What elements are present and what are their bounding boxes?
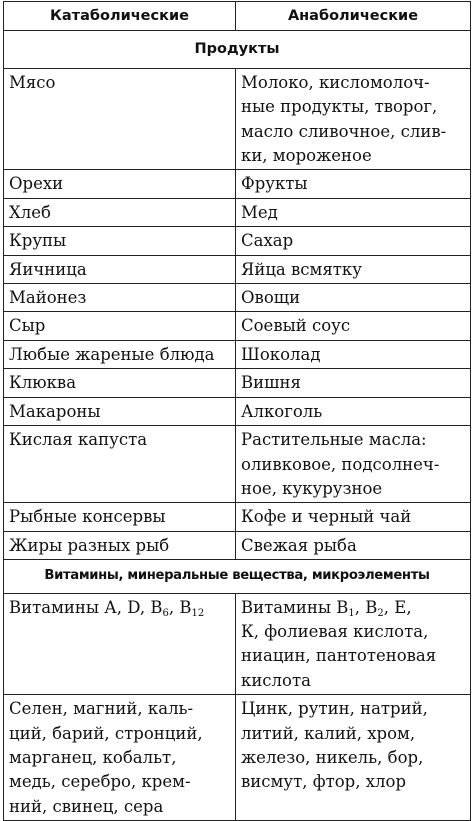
anabolic-line: Вишня [241, 373, 301, 393]
table-row [4, 227, 471, 255]
header-row [4, 2, 471, 31]
cell-anabolic [236, 68, 471, 170]
table-row [4, 68, 471, 170]
cell-catabolic [4, 503, 236, 531]
vit-ana-line: К, фолиевая кислота, [241, 621, 429, 641]
table-row [4, 503, 471, 531]
vit-ana-line: кислота [241, 670, 311, 690]
catabolic-line: Кислая капуста [9, 430, 148, 450]
anabolic-line: Соевый соус [241, 316, 351, 336]
anabolic-line: Сахар [241, 231, 294, 251]
cell-catabolic [4, 68, 236, 170]
catabolic-line: Жиры разных рыб [9, 535, 170, 555]
catabolic-line: Крупы [9, 231, 67, 251]
min-ana-line: висмут, фтор, хлор [241, 772, 406, 792]
cell-anabolic [236, 284, 471, 312]
cell-catabolic [4, 312, 236, 340]
section-vitamins: Витамины, минеральные вещества, микроэлементы [4, 560, 471, 593]
min-ana-line: Цинк, рутин, натрий, [241, 699, 428, 719]
catabolic-line: Рыбные консервы [9, 507, 166, 527]
table-row [4, 531, 471, 559]
cell-anabolic [236, 369, 471, 397]
table-row [4, 170, 471, 198]
section-row-vitamins [4, 560, 471, 593]
min-ana-line: железо, никель, бор, [241, 747, 424, 767]
min-cat-line: ций, барий, стронций, [9, 723, 203, 743]
section-row-products [4, 31, 471, 68]
cell-catabolic [4, 227, 236, 255]
anabolic-line: Кофе и черный чай [241, 507, 412, 527]
cell-anabolic [236, 170, 471, 198]
cell-catabolic [4, 284, 236, 312]
vit-ana-suffix: , Е, [383, 597, 412, 617]
anabolic-line: Яйца всмятку [241, 259, 362, 279]
cell-anabolic [236, 503, 471, 531]
cell-catabolic [4, 340, 236, 368]
table-row-vitamins [4, 593, 471, 695]
header-catabolic: Катаболические [4, 2, 236, 31]
anabolic-line: ки, мороженое [241, 146, 372, 166]
catabolic-line: Яичница [9, 259, 87, 279]
vit-cat-sub2: 12 [191, 607, 205, 619]
catabolic-line: Мясо [9, 72, 56, 92]
min-ana-line: литий, калий, хром, [241, 723, 416, 743]
anabolic-line: Овощи [241, 288, 301, 308]
anabolic-line: Алкоголь [241, 401, 323, 421]
anabolic-line: Мед [241, 202, 278, 222]
table-row [4, 312, 471, 340]
vit-ana-line: ниацин, пантотеновая [241, 646, 437, 666]
anabolic-line: масло сливочное, слив- [241, 121, 447, 141]
catabolic-line: Хлеб [9, 202, 51, 222]
anabolic-line: ные продукты, творог, [241, 97, 438, 117]
vit-cat-sub1: 6 [162, 607, 169, 619]
cell-anabolic-minerals [236, 695, 471, 821]
cell-catabolic-vitamins [4, 593, 236, 695]
cell-catabolic [4, 170, 236, 198]
table-row [4, 284, 471, 312]
catabolic-line: Любые жареные блюда [9, 344, 215, 364]
table-row [4, 340, 471, 368]
anabolic-line: Растительные масла: [241, 430, 427, 450]
cell-catabolic [4, 397, 236, 425]
anabolic-line: Фрукты [241, 174, 308, 194]
table-row-minerals [4, 695, 471, 821]
min-cat-line: медь, серебро, крем- [9, 772, 191, 792]
vit-ana-prefix: Витамины В [241, 597, 349, 617]
cell-catabolic [4, 426, 236, 503]
vit-ana-mid: , В [354, 597, 378, 617]
catabolic-line: Майонез [9, 288, 87, 308]
cell-anabolic [236, 198, 471, 226]
cell-anabolic [236, 531, 471, 559]
cell-anabolic [236, 397, 471, 425]
cell-anabolic [236, 340, 471, 368]
section-products: Продукты [4, 31, 471, 68]
cell-anabolic [236, 426, 471, 503]
catabolic-line: Клюква [9, 373, 77, 393]
min-cat-line: марганец, кобальт, [9, 747, 177, 767]
cell-anabolic [236, 255, 471, 283]
catabolic-anabolic-table [3, 1, 471, 821]
cell-catabolic [4, 198, 236, 226]
catabolic-line: Орехи [9, 174, 64, 194]
cell-anabolic [236, 227, 471, 255]
cell-anabolic-vitamins [236, 593, 471, 695]
catabolic-line: Макароны [9, 401, 101, 421]
vit-cat-prefix: Витамины А, D, В [9, 597, 163, 617]
catabolic-line: Сыр [9, 316, 46, 336]
anabolic-line: оливковое, подсолнеч- [241, 454, 440, 474]
table-row [4, 198, 471, 226]
cell-catabolic [4, 369, 236, 397]
vit-cat-mid: , В [168, 597, 192, 617]
cell-anabolic [236, 312, 471, 340]
cell-catabolic-minerals [4, 695, 236, 821]
cell-catabolic [4, 255, 236, 283]
anabolic-line: ное, кукурузное [241, 478, 383, 498]
vit-ana-sub1: 1 [348, 607, 355, 619]
table-row [4, 255, 471, 283]
anabolic-line: Свежая рыба [241, 535, 357, 555]
anabolic-line: Молоко, кисломолоч- [241, 72, 430, 92]
header-anabolic: Анаболические [236, 2, 471, 31]
cell-catabolic [4, 531, 236, 559]
min-cat-line: Селен, магний, каль- [9, 699, 194, 719]
min-cat-line: ний, свинец, сера [9, 796, 164, 816]
vit-ana-sub2: 2 [377, 607, 384, 619]
table-row [4, 426, 471, 503]
anabolic-line: Шоколад [241, 344, 321, 364]
table-row [4, 397, 471, 425]
table-row [4, 369, 471, 397]
